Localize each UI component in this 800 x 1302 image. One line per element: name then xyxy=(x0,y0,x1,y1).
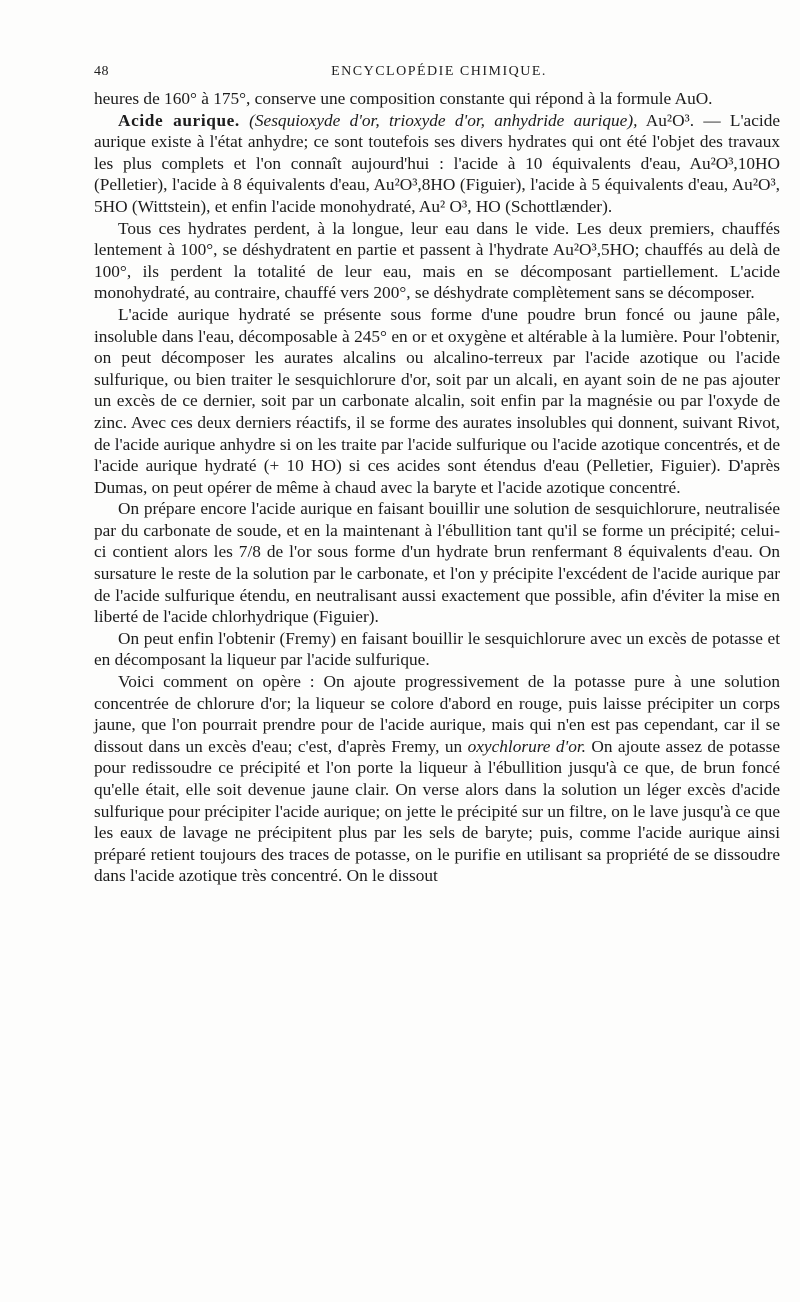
paragraph xyxy=(94,218,780,304)
paragraph-text: heures de 160° à 175°, conserve une composition constante qui répond à la formule AuO. xyxy=(94,89,713,108)
paragraph xyxy=(94,628,780,671)
paragraph-continued xyxy=(94,88,780,110)
paragraph-text: Voici comment on opère : On ajoute progressivement de la potasse pure à une solution concentrée de chlorure d'or; la liqueur se colore d'abord en rouge, puis laisse précipiter un corps jaune, que l'on pourrait prendre pour de l'acide aurique, mais qui n'en est pas cependant, car il se dissout dans un excès d'eau; c'est, d'après Fremy, un xyxy=(94,672,780,756)
paragraph-text: L'acide aurique hydraté se présente sous forme d'une poudre brun foncé ou jaune pâle, insoluble dans l'eau, décomposable à 245° en or et oxygène et altérable à la lumière. Pour l'obtenir, on peut décomposer les aurates alcalins ou alcalino-terreux par l'acide azotique ou l'acide sulfurique, ou bien traiter le sesquichlorure d'or, soit par un alcali, en ayant soin de ne pas ajouter un excès de ce dernier, soit par un carbonate alcalin, soit enfin par la magnésie ou par l'oxyde de zinc. Avec ces deux derniers réactifs, il se forme des aurates insolubles qui donnent, suivant Rivot, de l'acide aurique anhydre si on les traite par l'acide sulfurique ou l'acide azotique concentrés, et de l'acide aurique hydraté (+ 10 HO) si ces acides sont étendus d'eau (Pelletier, Figuier). D'après Dumas, on peut opérer de même à chaud avec la baryte et l'acide azotique concentré. xyxy=(94,304,780,497)
paragraph-text: On ajoute assez de potasse pour redissoudre ce précipité et l'on porte la liqueur à l'ébullition jusqu'à ce que, de brun foncé qu'elle était, elle soit devenue jaune clair. On verse alors dans la solution un léger excès d'acide sulfurique pour précipiter l'acide aurique; on jette le précipité sur un filtre, on le lave jusqu'à ce que les eaux de lavage ne précipitent plus par les sels de baryte; puis, comme l'acide aurique ainsi préparé retient toujours des traces de potasse, on le purifie en utilisant sa propriété de se dissoudre dans l'acide azotique très concentré. On le dissout xyxy=(94,736,780,886)
paragraph-text: On prépare encore l'acide aurique en faisant bouillir une solution de sesquichlorure, neutralisée par du carbonate de soude, et en la maintenant à l'ébullition tant qu'il se forme un précipité; celui-ci contient alors les 7/8 de l'or sous forme d'un hydrate brun renfermant 8 équivalents d'eau. On sursature le reste de la solution par le carbonate, et l'on y précipite l'excédent de l'acide aurique par de l'acide sulfurique étendu, en neutralisant aussi exactement que possible, afin d'éviter la mise en liberté de l'acide chlorhydrique (Figuier). xyxy=(94,499,780,627)
page-header xyxy=(94,64,784,84)
paragraph-text: Tous ces hydrates perdent, à la longue, leur eau dans le vide. Les deux premiers, chauffés lentement à 100°, se déshydratent en partie et passent à l'hydrate Au²O³,5HO; chauffés au delà de 100°, ils perdent la totalité de leur eau, mais en se décomposant partiellement. L'acide monohydraté, au contraire, chauffé vers 200°, se déshydrate complètement sans se décomposer. xyxy=(94,218,780,303)
page-body xyxy=(94,88,780,887)
paragraph xyxy=(94,671,780,887)
section-acide-aurique xyxy=(94,110,780,218)
paragraph xyxy=(94,304,780,498)
section-heading: Acide aurique. xyxy=(118,110,240,130)
section-synonyms: (Sesquioxyde d'or, trioxyde d'or, anhydride aurique), xyxy=(249,110,638,130)
paragraph xyxy=(94,498,780,628)
emphasized-term: oxychlorure d'or. xyxy=(467,736,586,756)
paragraph-text: On peut enfin l'obtenir (Fremy) en faisant bouillir le sesquichlorure avec un excès de potasse et en décomposant la liqueur par l'acide sulfurique. xyxy=(94,628,780,670)
running-title: ENCYCLOPÉDIE CHIMIQUE. xyxy=(331,64,547,79)
paragraph-text: Au²O³. — L'acide aurique existe à l'état anhydre; ce sont toutefois ses divers hydrates qui ont été l'objet des travaux les plus complets et l'on connaît aujourd'hui : l'acide à 10 équivalents d'eau, Au²O³,10HO (Pelletier), l'acide à 8 équivalents d'eau, Au²O³,8HO (Figuier), l'acide à 5 équivalents d'eau, Au²O³, 5HO (Wittstein), et enfin l'acide monohydraté, Au² O³, HO (Schottlænder). xyxy=(94,110,781,216)
page-number: 48 xyxy=(94,64,109,79)
